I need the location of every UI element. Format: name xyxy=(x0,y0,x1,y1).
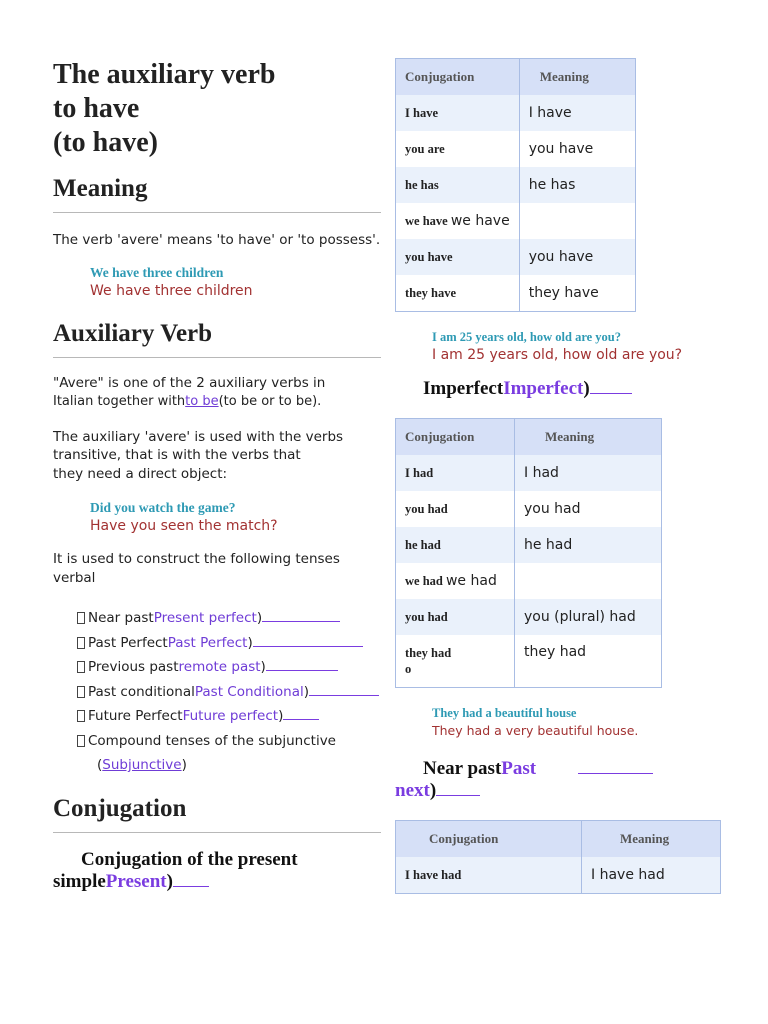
table-header: Conjugation xyxy=(396,59,520,96)
table-cell: I have had xyxy=(582,857,721,894)
table-cell: you had xyxy=(515,491,662,527)
table-row xyxy=(396,527,662,563)
table-row xyxy=(396,167,636,203)
cell-italian: we have xyxy=(405,214,448,228)
table-cell: you (plural) had xyxy=(515,599,662,635)
table-cell: they have xyxy=(396,275,520,312)
present-subheading xyxy=(53,849,383,893)
table-cell: I have xyxy=(519,95,635,131)
tense-link[interactable]: Future perfect xyxy=(182,708,279,724)
divider xyxy=(53,212,381,213)
example-italian: I am 25 years old, how old are you? xyxy=(432,330,622,344)
example-italian: We have three children xyxy=(90,264,224,280)
tense-close: ) xyxy=(256,610,263,626)
meaning-example xyxy=(53,265,383,299)
table-cell: you have xyxy=(396,239,520,275)
link-underline xyxy=(436,794,480,796)
example-english: Have you seen the match? xyxy=(90,518,278,534)
table-row xyxy=(396,275,636,312)
paren: ( xyxy=(97,757,103,773)
bullet-icon xyxy=(77,735,85,747)
subheading-close: ) xyxy=(429,780,437,801)
table-cell xyxy=(515,563,662,599)
list-item xyxy=(53,631,383,656)
tense-close: ) xyxy=(247,634,253,651)
tenses-list xyxy=(53,606,383,778)
meaning-text: The verb 'avere' means 'to have' or 'to possess'. xyxy=(53,232,381,248)
near-past-table-wrap xyxy=(395,820,725,894)
list-item xyxy=(53,729,383,754)
cell-italian: they had xyxy=(405,646,452,660)
tense-label: Compound tenses of the subjunctive xyxy=(88,732,336,749)
table-row xyxy=(396,455,662,491)
tense-label: Future Perfect xyxy=(88,708,183,724)
table-header-row xyxy=(396,59,636,96)
table-cell: you had xyxy=(396,599,515,635)
auxiliary-heading: Auxiliary Verb xyxy=(53,319,213,347)
example-english: They had a very beautiful house. xyxy=(432,723,639,738)
table-cell xyxy=(396,635,515,688)
paren: ) xyxy=(181,757,187,773)
table-cell: I have xyxy=(396,95,520,131)
table-cell xyxy=(396,203,520,239)
tense-label: Previous past xyxy=(88,659,179,675)
tense-link[interactable]: Past Conditional xyxy=(194,683,304,700)
bullet-icon xyxy=(77,637,85,649)
tense-link[interactable]: remote past xyxy=(178,659,261,675)
table-cell: I had xyxy=(396,455,515,491)
table-header-row xyxy=(396,419,662,456)
table-cell xyxy=(396,563,515,599)
title-line-1: The auxiliary verb xyxy=(53,59,276,90)
table-cell: he has xyxy=(396,167,520,203)
present-link[interactable]: Present xyxy=(105,870,167,892)
link-underline xyxy=(266,669,338,671)
near-past-subheading xyxy=(395,758,735,802)
table-row xyxy=(396,95,636,131)
table-row xyxy=(396,599,662,635)
to-be-link[interactable]: to be xyxy=(185,394,219,409)
table-header: Meaning xyxy=(519,59,635,96)
table-header-row xyxy=(396,821,721,858)
divider xyxy=(53,832,381,833)
bullet-icon xyxy=(77,612,85,624)
list-item-continuation xyxy=(53,753,383,778)
table-row xyxy=(396,239,636,275)
table-row xyxy=(396,635,662,688)
para-line: "Avere" is one of the 2 auxiliary verbs in xyxy=(53,374,326,391)
table-row xyxy=(396,857,721,894)
para-line: they need a direct object: xyxy=(53,465,228,482)
title-line-2: to have xyxy=(53,93,140,124)
para-line: transitive, that is with the verbs that xyxy=(53,447,301,463)
left-column xyxy=(53,58,383,893)
example-italian: They had a beautiful house xyxy=(432,706,577,720)
imperfect-example xyxy=(395,706,735,738)
para-line: (to be or to be). xyxy=(218,394,322,409)
cell-italian: we had xyxy=(405,574,443,588)
table-cell: he has xyxy=(519,167,635,203)
table-cell: I had xyxy=(515,455,662,491)
subheading-label: Near past xyxy=(423,758,502,779)
auxiliary-paragraph-3 xyxy=(53,550,383,587)
imperfect-link[interactable]: Imperfect xyxy=(503,378,584,399)
imperfect-subheading xyxy=(395,378,735,400)
list-item xyxy=(53,680,383,705)
table-row xyxy=(396,131,636,167)
past-link[interactable]: Past xyxy=(501,758,537,779)
table-row xyxy=(396,563,662,599)
para-line: verbal xyxy=(53,569,96,586)
table-cell: he had xyxy=(515,527,662,563)
present-example xyxy=(395,330,735,363)
imperfect-table xyxy=(395,418,662,688)
table-cell: you are xyxy=(396,131,520,167)
tense-label: Near past xyxy=(88,610,154,626)
cell-italian-extra: o xyxy=(405,662,412,676)
list-item xyxy=(53,606,383,631)
link-underline xyxy=(253,645,363,647)
table-cell: you have xyxy=(519,131,635,167)
para-line: It is used to construct the following tenses xyxy=(53,551,340,567)
para-line: Italian together with xyxy=(53,394,186,409)
subheading-label: Imperfect xyxy=(423,378,504,399)
link-underline xyxy=(309,694,379,696)
table-header: Conjugation xyxy=(396,821,582,858)
table-cell: you had xyxy=(396,491,515,527)
table-cell: you have xyxy=(519,239,635,275)
example-english: We have three children xyxy=(90,282,253,299)
table-cell: he had xyxy=(396,527,515,563)
subheading-close: ) xyxy=(166,870,173,892)
title-line-3: (to have) xyxy=(53,127,158,158)
link-underline xyxy=(590,392,632,394)
auxiliary-paragraph-2 xyxy=(53,428,383,484)
link-underline xyxy=(173,885,209,887)
conjugation-heading: Conjugation xyxy=(53,794,187,822)
tense-close: ) xyxy=(303,683,310,700)
subheading-line: Conjugation of the present xyxy=(81,848,298,870)
table-row xyxy=(396,491,662,527)
table-cell xyxy=(519,203,635,239)
example-english: I am 25 years old, how old are you? xyxy=(432,347,683,363)
subheading-close: ) xyxy=(583,378,590,399)
tense-link[interactable]: Past Perfect xyxy=(167,634,248,651)
auxiliary-paragraph-1 xyxy=(53,374,383,412)
link-underline xyxy=(262,620,340,622)
link-underline xyxy=(578,772,653,774)
meaning-heading: Meaning xyxy=(53,175,148,202)
subheading-line: simple xyxy=(53,870,106,892)
table-header: Meaning xyxy=(582,821,721,858)
para-line: The auxiliary 'avere' is used with the verbs xyxy=(53,428,344,445)
link-underline xyxy=(283,718,319,720)
next-link[interactable]: next xyxy=(395,780,430,801)
bullet-icon xyxy=(77,686,85,698)
bullet-icon xyxy=(77,710,85,722)
near-past-table xyxy=(395,820,721,894)
tense-close: ) xyxy=(278,708,284,724)
cell-english: we have xyxy=(450,213,510,229)
subjunctive-link[interactable]: Subjunctive xyxy=(102,757,182,773)
auxiliary-example xyxy=(53,500,383,534)
list-item xyxy=(53,704,383,729)
table-header: Meaning xyxy=(515,419,662,456)
table-cell: I have had xyxy=(396,857,582,894)
table-header: Conjugation xyxy=(396,419,515,456)
table-cell: they had xyxy=(515,635,662,688)
tense-close: ) xyxy=(260,659,266,675)
list-item xyxy=(53,655,383,680)
bullet-icon xyxy=(77,661,85,673)
cell-english: we had xyxy=(445,573,497,589)
table-row xyxy=(396,203,636,239)
present-table xyxy=(395,58,636,312)
tense-link[interactable]: Present perfect xyxy=(153,610,257,626)
page-title xyxy=(53,58,383,160)
right-column xyxy=(395,58,735,894)
divider xyxy=(53,357,381,358)
tense-label: Past Perfect xyxy=(88,634,168,651)
table-cell: they have xyxy=(519,275,635,312)
example-italian: Did you watch the game? xyxy=(90,500,236,515)
tense-label: Past conditional xyxy=(88,683,195,700)
